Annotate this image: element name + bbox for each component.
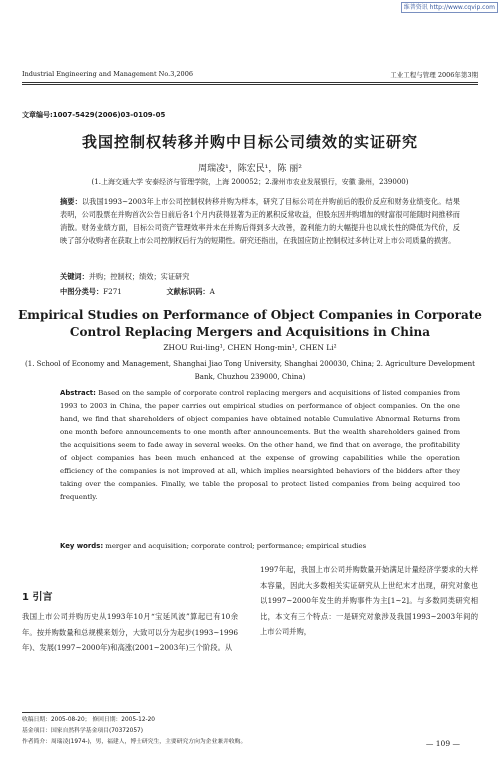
footnotes	[22, 715, 246, 748]
authors-english: ZHOU Rui-ling¹, CHEN Hong-min¹, CHEN Li²	[163, 343, 337, 352]
page-number: — 109 —	[425, 739, 460, 748]
affiliation-english: (1. School of Economy and Management, Shanghai Jiao Tong University, Shanghai 200030, China; 2. Agriculture Development Bank, Chuzhou 239000, China)	[25, 360, 475, 381]
abstract-chinese-text: 以我国1993~2003年上市公司控制权转移并购为样本，研究了目标公司在并购前后的股价反应和财务业绩变化。结果表明，公司股票在并购首次公告日前后各1个月内获得显著为正的累积反常收益，但股东因并购增加的财富很可能随时间推移而消散。财务业绩方面，目标公司资产管理效率并未在并购后得到多大改善，盈利能力的大幅提升也以成长性的降低为代价，反映了部分收购者在获取上市公司控制权后行为的短期性。研究还指出，在我国应防止控制权过多转让对上市公司质量的损害。	[60, 197, 460, 245]
body-column-right: 1997年起，我国上市公司并购数量开始满足计量经济学要求的大样本容量，因此大多数相关实证研究从上世纪末才出现，研究对象也以1997~2000年发生的并购事件为主[1~2]。与多数同类研究相比，本文有三个特点：一是研究对象涉及我国1993~2003年间的上市公司并购，	[260, 565, 478, 636]
classification-value: F271	[103, 287, 122, 296]
keywords-chinese	[60, 272, 189, 282]
footnote-received-date: 收稿日期：2005-08-20； 修回日期：2005-12-20	[22, 717, 155, 723]
abstract-english-label: Abstract:	[60, 389, 96, 397]
keywords-english-text: merger and acquisition; corporate control; performance; empirical studies	[105, 542, 367, 550]
affiliation-chinese: (1.上海交通大学 安泰经济与管理学院，上海 200052；2.滁州市农业发展银行，安徽 滁州，239000)	[91, 178, 409, 186]
running-header	[22, 70, 478, 79]
section-heading-introduction: 1 引言	[22, 592, 53, 603]
header-rule-thin	[22, 84, 478, 85]
abstract-english	[60, 387, 460, 504]
running-header-journal-en: Industrial Engineering and Management No.3,2006	[22, 70, 193, 78]
document-code-value: A	[209, 287, 215, 296]
keywords-english-label: Key words:	[60, 542, 104, 550]
title-english: Empirical Studies on Performance of Object Companies in Corporate Control Replacing Mergers and Acquisitions in China	[18, 308, 482, 339]
authors-chinese: 周瑞凌¹，陈宏民¹，陈 丽²	[198, 164, 302, 174]
keywords-chinese-text: 并购；控制权；绩效；实证研究	[88, 272, 190, 281]
abstract-english-text: Based on the sample of corporate control replacing mergers and acquisitions of listed companies from 1993 to 2003 in China, the paper carries out empirical studies on performance of object companies. On the one hand, we find that shareholders of object companies have obtained notable Cumulative Abnormal Returns from one month before announcements to one month after announcements. But the wealth shareholders gained from the acquisitions seem to fade away in several weeks. On the other hand, we find that on average, the profitability of object companies has been much enhanced at the expense of growing capabilities while the operation efficiency of the companies is not improved at all, which implies nearsighted behaviors of the bidders after they taking over the companies. Finally, we table the proposal to protect listed companies from being acquired too frequently.	[60, 389, 460, 501]
document-code-label: 文献标识码：	[166, 287, 210, 296]
classification-line	[60, 287, 460, 297]
running-header-journal-cn: 工业工程与管理 2006年第3期	[390, 71, 478, 79]
watermark-stamp: 维普资讯 http://www.cqvip.com	[401, 2, 498, 13]
abstract-chinese	[60, 195, 460, 247]
keywords-english	[60, 542, 366, 550]
footnote-fund: 基金项目：国家自然科学基金项目(70372057)	[22, 728, 143, 734]
article-number: 文章编号:1007-5429(2006)03-0109-05	[22, 111, 166, 119]
footnote-rule	[22, 712, 140, 713]
body-column-left: 我国上市公司并购历史从1993年10月“宝延风波”算起已有10余年。按并购数量和总规模来划分，大致可以分为起步(1993~1996年)、发展(1997~2000年)和高涨(2001~2003年)三个阶段。从	[22, 612, 238, 652]
footnote-author-bio: 作者简介：周瑞凌(1974-)，男，福建人，博士研究生，主要研究方向为企业兼并收购。	[22, 739, 247, 745]
classification-label: 中图分类号：	[60, 287, 104, 296]
title-chinese: 我国控制权转移并购中目标公司绩效的实证研究	[81, 133, 418, 151]
header-rule	[22, 82, 478, 83]
keywords-chinese-label: 关键词：	[60, 272, 89, 281]
abstract-chinese-label: 摘要：	[60, 197, 82, 206]
